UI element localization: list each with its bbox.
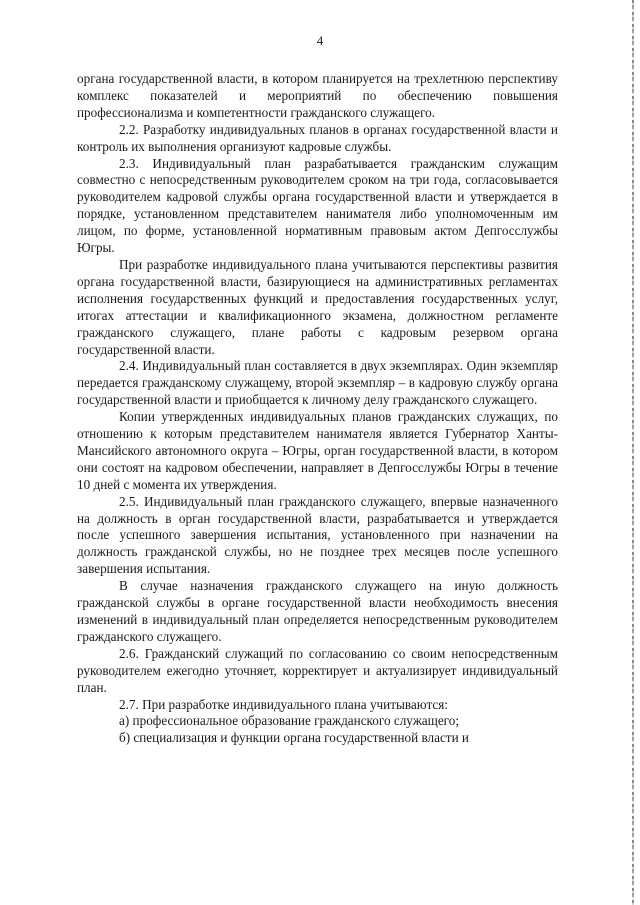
paragraph-2-5: 2.5. Индивидуальный план гражданского служащего, впервые назначенного на должность в орган государственной власти, разрабатывается и утверждается после успешного завершения испытания, установленного при назначении на должность гражданской службы, но не позднее трех месяцев после успешного завершения испытания. xyxy=(77,493,558,577)
scan-edge-line xyxy=(632,0,634,905)
document-body xyxy=(77,71,558,747)
paragraph-1: органа государственной власти, в котором планируется на трехлетнюю перспективу комплекс показателей и мероприятий по обеспечению повышения профессионализма и компетентности гражданского служащего. xyxy=(77,71,558,120)
paragraph-2-5-reassignment: В случае назначения гражданского служащего на иную должность гражданской службы в органе государственной власти необходимость внесения изменений в индивидуальный план определяется непосредственным руководителем гражданского служащего. xyxy=(77,578,558,644)
paragraph-2-4-copies: Копии утвержденных индивидуальных планов гражданских служащих, по отношению к которым представителем нанимателя является Губернатор Ханты-Мансийского автономного округа – Югры, орган государственной власти, в котором они состоят на кадровом обеспечении, направляет в Депгосслужбы Югры в течение 10 дней с момента их утверждения. xyxy=(77,409,558,492)
page-number: 4 xyxy=(316,33,324,48)
paragraph-2-3: 2.3. Индивидуальный план разрабатывается гражданским служащим совместно с непосредственным руководителем сроком на три года, согласовывается руководителем кадровой службы органа государственной власти и утверждается в порядке, установленном представителем нанимателя либо уполномоченным им лицом, по форме, установленной нормативным правовым актом Депгосслужбы Югры. xyxy=(77,155,558,256)
paragraph-2-2: 2.2. Разработку индивидуальных планов в органах государственной власти и контроль их выполнения организуют кадровые службы. xyxy=(77,121,558,154)
paragraph-2-3-perspectives: При разработке индивидуального плана учитываются перспективы развития органа государственной власти, базирующиеся на административных регламентах исполнения государственных функций и предоставления государственных услуг, итогах аттестации и квалификационного экзамена, должностном регламенте гражданского служащего, плане работы с кадровым резервом органа государственной власти. xyxy=(77,256,558,357)
list-item-b: б) специализация и функции органа государственной власти и xyxy=(119,730,469,746)
paragraph-2-6: 2.6. Гражданский служащий по согласованию со своим непосредственным руководителем ежегодно уточняет, корректирует и актуализирует индивидуальный план. xyxy=(77,645,558,695)
paragraph-2-4: 2.4. Индивидуальный план составляется в двух экземплярах. Один экземпляр передается гражданскому служащему, второй экземпляр – в кадровую службу органа государственной власти и приобщается к личному делу гражданского служащего. xyxy=(77,358,558,408)
list-item-a: а) профессиональное образование гражданского служащего; xyxy=(119,713,460,729)
paragraph-2-7: 2.7. При разработке индивидуального плана учитываются: xyxy=(119,696,448,712)
